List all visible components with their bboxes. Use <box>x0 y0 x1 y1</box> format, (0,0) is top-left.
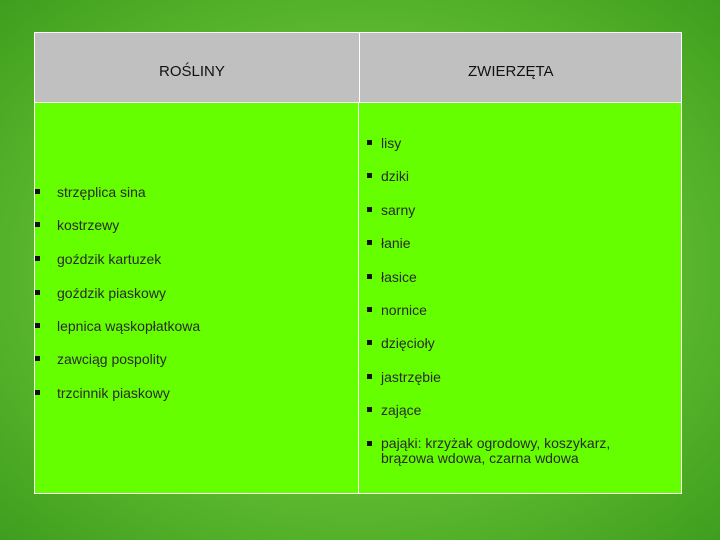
bullet-icon <box>367 240 372 245</box>
bullet-icon <box>35 290 40 295</box>
header-animals-label: ZWIERZĘTA <box>468 63 554 80</box>
bullet-icon <box>35 356 40 361</box>
header-animals-cell <box>359 33 682 102</box>
header-plants-label: ROŚLINY <box>159 63 225 80</box>
bullet-icon <box>35 222 40 227</box>
bullet-icon <box>367 173 372 178</box>
table-header <box>35 33 681 103</box>
column-divider <box>358 103 359 493</box>
bullet-icon <box>35 323 40 328</box>
bullet-icon <box>35 189 40 194</box>
bullet-icon <box>367 207 372 212</box>
table-body: strzęplica sina kostrzewy goździk kartuzek goździk piaskowy lepnica wąskopłatkowa zawciąg pospolity trzcinnik piaskowy lisy dziki sarny łanie łasice nornice dzięcioły jastrzębie zające pająki: krzyżak ogrodowy, koszykarz, brązowa wdowa, czarna wdowa <box>35 103 681 493</box>
bullet-icon <box>367 374 372 379</box>
bullet-icon <box>35 390 40 395</box>
bullet-icon <box>367 307 372 312</box>
bullet-icon <box>367 140 372 145</box>
bullet-icon <box>367 441 372 446</box>
header-plants-cell <box>35 33 358 102</box>
bullet-icon <box>35 256 40 261</box>
bullet-icon <box>367 407 372 412</box>
bullet-icon <box>367 340 372 345</box>
comparison-table <box>34 32 682 494</box>
bullet-icon <box>367 274 372 279</box>
